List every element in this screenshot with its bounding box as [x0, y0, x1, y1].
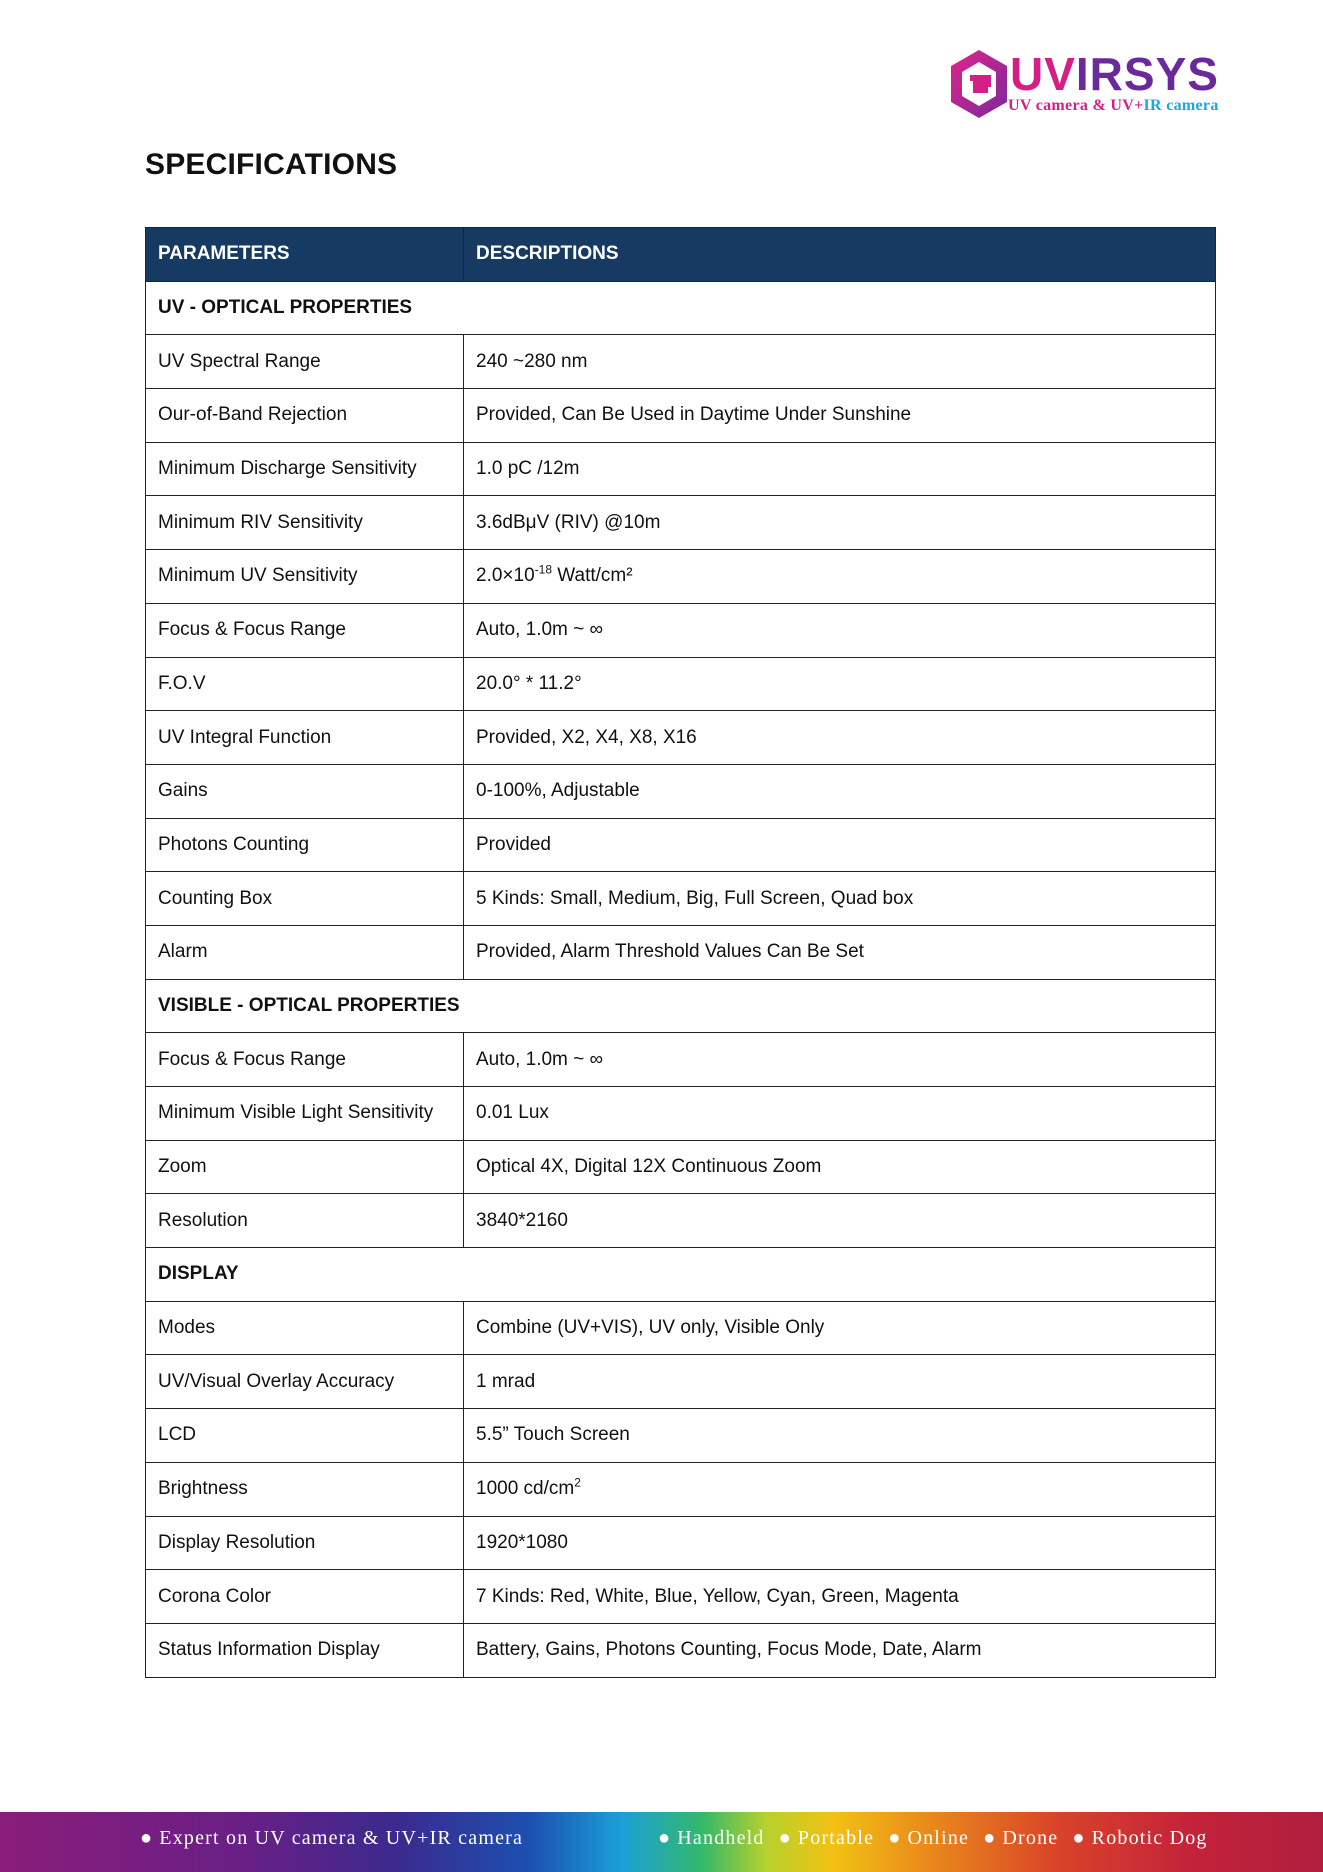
footer-banner [0, 1812, 1323, 1872]
section-row [146, 1248, 1216, 1302]
table-row [146, 711, 1216, 765]
param-cell: Focus & Focus Range [146, 603, 464, 657]
desc-cell: 5.5” Touch Screen [464, 1409, 1216, 1463]
table-row [146, 1087, 1216, 1141]
footer-product-item: Robotic Dog [1091, 1827, 1208, 1849]
desc-cell: Optical 4X, Digital 12X Continuous Zoom [464, 1140, 1216, 1194]
param-cell: Status Information Display [146, 1623, 464, 1677]
table-row [146, 550, 1216, 604]
brand-name-uv: UV [1010, 48, 1076, 100]
param-cell: F.O.V [146, 657, 464, 711]
desc-cell: 20.0° * 11.2° [464, 657, 1216, 711]
table-row [146, 1516, 1216, 1570]
table-row [146, 818, 1216, 872]
table-row [146, 496, 1216, 550]
desc-cell: 1.0 pC /12m [464, 442, 1216, 496]
desc-superscript: -18 [534, 563, 552, 578]
section-row [146, 281, 1216, 335]
table-row [146, 1570, 1216, 1624]
section-title: UV - OPTICAL PROPERTIES [146, 281, 1216, 335]
brand-tagline [1008, 97, 1219, 115]
param-cell: Counting Box [146, 872, 464, 926]
table-row [146, 442, 1216, 496]
footer-product-item: Portable [797, 1827, 875, 1849]
param-cell: Minimum Discharge Sensitivity [146, 442, 464, 496]
param-cell: UV Integral Function [146, 711, 464, 765]
param-cell: Resolution [146, 1194, 464, 1248]
param-cell: UV/Visual Overlay Accuracy [146, 1355, 464, 1409]
page-title: SPECIFICATIONS [145, 148, 398, 181]
bullet-icon: ● [1072, 1827, 1086, 1849]
desc-cell: 240 ~280 nm [464, 335, 1216, 389]
bullet-icon: ● [140, 1827, 154, 1849]
table-row [146, 335, 1216, 389]
brand-logo [948, 48, 1238, 120]
table-row [146, 1355, 1216, 1409]
param-cell: LCD [146, 1409, 464, 1463]
param-cell: Gains [146, 764, 464, 818]
tagline-ir: IR camera [1143, 97, 1219, 114]
param-cell: Alarm [146, 925, 464, 979]
table-row [146, 872, 1216, 926]
table-row [146, 603, 1216, 657]
table-row [146, 1409, 1216, 1463]
tagline-uv: UV camera & UV+ [1008, 97, 1144, 114]
footer-product-item: Handheld [677, 1827, 765, 1849]
desc-cell: 3.6dBμV (RIV) @10m [464, 496, 1216, 550]
footer-product-item: Online [907, 1827, 970, 1849]
table-row [146, 1194, 1216, 1248]
table-row [146, 1033, 1216, 1087]
desc-cell [464, 550, 1216, 604]
bullet-icon: ● [778, 1827, 792, 1849]
param-cell: Modes [146, 1301, 464, 1355]
section-title: VISIBLE - OPTICAL PROPERTIES [146, 979, 1216, 1033]
table-row [146, 1301, 1216, 1355]
desc-unit: Watt/cm² [552, 565, 633, 587]
desc-cell: Combine (UV+VIS), UV only, Visible Only [464, 1301, 1216, 1355]
table-row [146, 1140, 1216, 1194]
brand-name-sys: IRSYS [1075, 48, 1219, 100]
spec-table [145, 227, 1216, 1678]
uvirsys-logo-icon [948, 48, 1010, 120]
header-parameters: PARAMETERS [146, 228, 464, 282]
param-cell: Display Resolution [146, 1516, 464, 1570]
param-cell: Minimum UV Sensitivity [146, 550, 464, 604]
desc-cell: 3840*2160 [464, 1194, 1216, 1248]
desc-cell: 5 Kinds: Small, Medium, Big, Full Screen, Quad box [464, 872, 1216, 926]
param-cell: UV Spectral Range [146, 335, 464, 389]
param-cell: Photons Counting [146, 818, 464, 872]
param-cell: Our-of-Band Rejection [146, 389, 464, 443]
desc-text: 2.0×10 [476, 565, 535, 587]
section-title: DISPLAY [146, 1248, 1216, 1302]
desc-cell: 1 mrad [464, 1355, 1216, 1409]
param-cell: Minimum Visible Light Sensitivity [146, 1087, 464, 1141]
desc-cell: Battery, Gains, Photons Counting, Focus Mode, Date, Alarm [464, 1623, 1216, 1677]
footer-product-list [658, 1827, 1222, 1850]
desc-cell: Provided, X2, X4, X8, X16 [464, 711, 1216, 765]
table-row [146, 764, 1216, 818]
bullet-icon: ● [983, 1827, 997, 1849]
param-cell: Brightness [146, 1462, 464, 1516]
spec-table-body [146, 281, 1216, 1677]
param-cell: Zoom [146, 1140, 464, 1194]
table-row [146, 925, 1216, 979]
header-descriptions: DESCRIPTIONS [464, 228, 1216, 282]
desc-cell: Provided, Can Be Used in Daytime Under Sunshine [464, 389, 1216, 443]
section-row [146, 979, 1216, 1033]
desc-cell: 1920*1080 [464, 1516, 1216, 1570]
brand-wordmark [1010, 48, 1219, 100]
desc-cell [464, 1462, 1216, 1516]
table-row [146, 657, 1216, 711]
desc-cell: 7 Kinds: Red, White, Blue, Yellow, Cyan, Green, Magenta [464, 1570, 1216, 1624]
desc-text: 1000 cd/cm [476, 1478, 575, 1500]
param-cell: Minimum RIV Sensitivity [146, 496, 464, 550]
desc-cell: Provided [464, 818, 1216, 872]
desc-cell: 0-100%, Adjustable [464, 764, 1216, 818]
table-row [146, 389, 1216, 443]
bullet-icon: ● [888, 1827, 902, 1849]
desc-cell: Auto, 1.0m ~ ∞ [464, 603, 1216, 657]
desc-cell: Provided, Alarm Threshold Values Can Be Set [464, 925, 1216, 979]
table-row [146, 1462, 1216, 1516]
param-cell: Focus & Focus Range [146, 1033, 464, 1087]
desc-cell: 0.01 Lux [464, 1087, 1216, 1141]
bullet-icon: ● [658, 1827, 672, 1849]
table-header-row [146, 228, 1216, 282]
footer-slogan-text: Expert on UV camera & UV+IR camera [159, 1827, 524, 1849]
footer-product-item: Drone [1002, 1827, 1059, 1849]
desc-superscript: 2 [574, 1475, 581, 1490]
desc-cell: Auto, 1.0m ~ ∞ [464, 1033, 1216, 1087]
footer-slogan [140, 1827, 523, 1850]
param-cell: Corona Color [146, 1570, 464, 1624]
table-row [146, 1623, 1216, 1677]
